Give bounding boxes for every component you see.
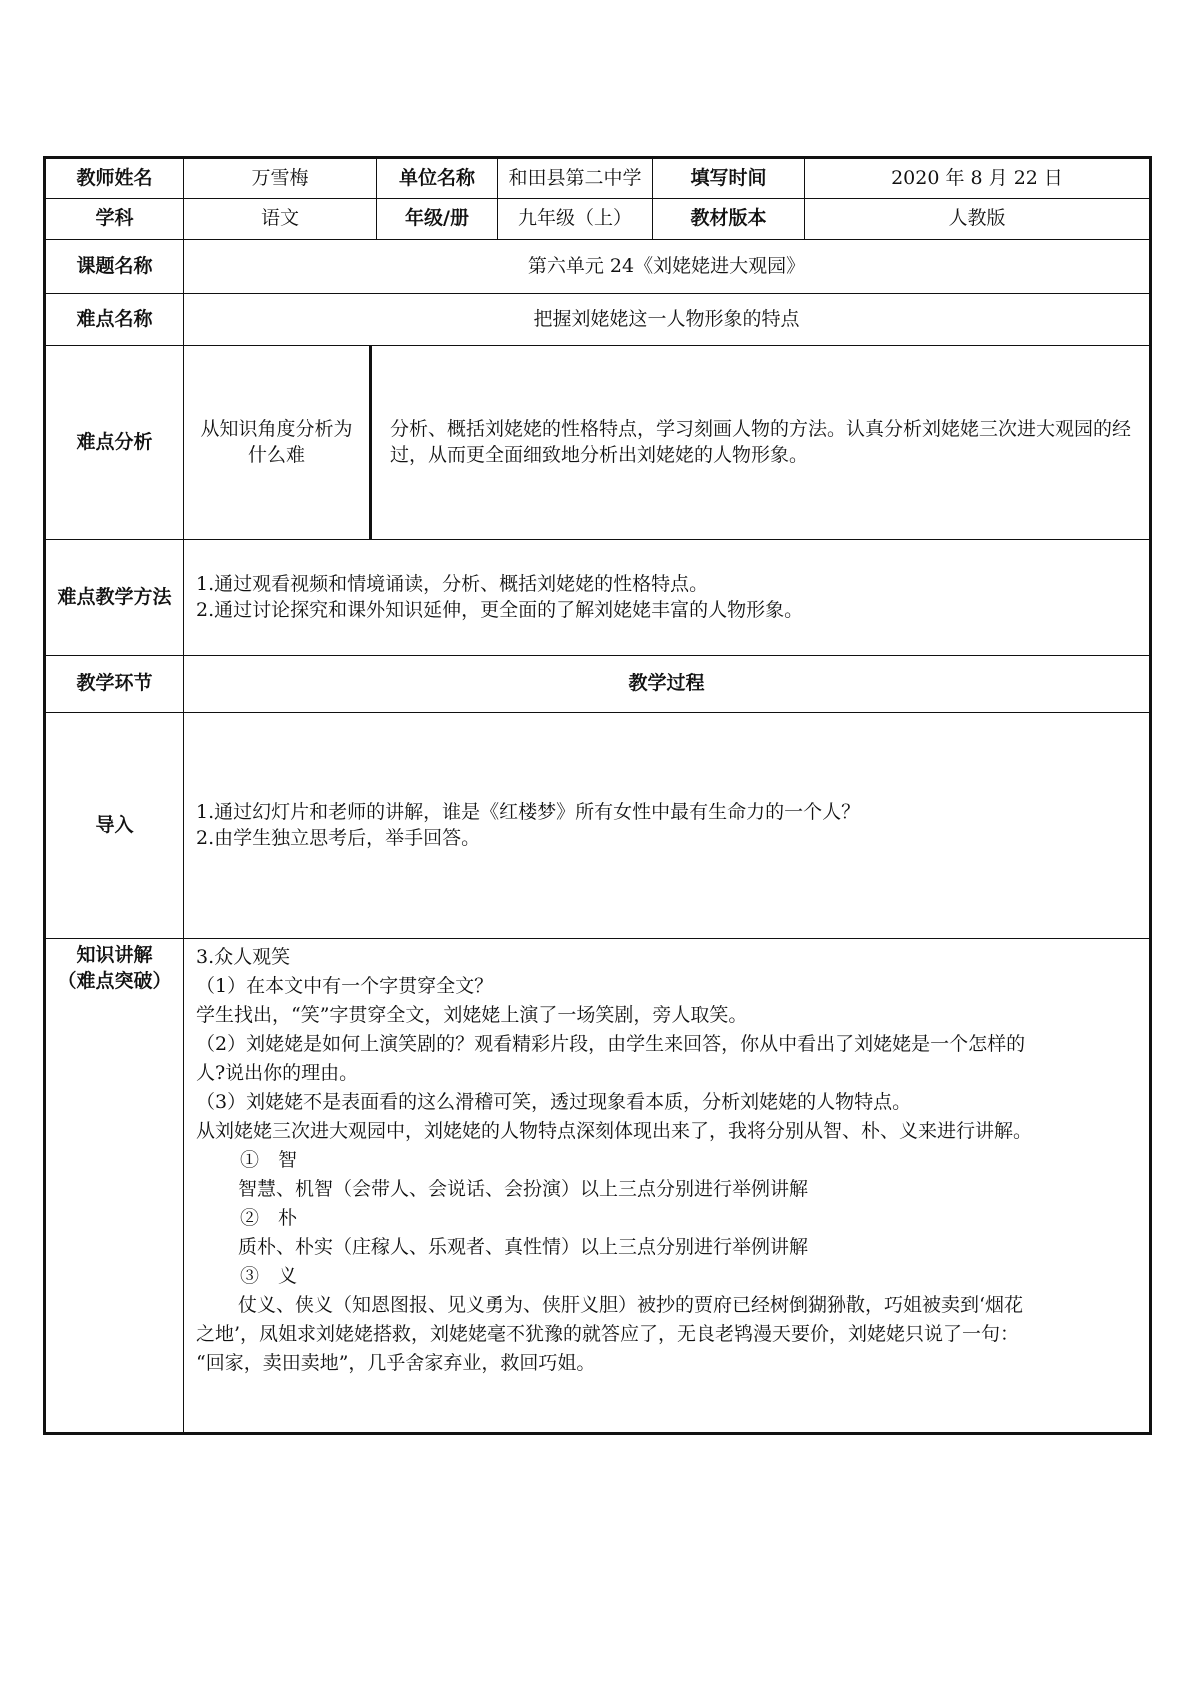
- topic-row: [45, 240, 1151, 294]
- knowledge-line: （3）刘姥姥不是表面看的这么滑稽可笑，透过现象看本质，分析刘姥姥的人物特点。: [196, 1091, 912, 1113]
- method-text: [184, 540, 1151, 656]
- method-row: [45, 540, 1151, 656]
- intro-line-1: 1.通过幻灯片和老师的讲解，谁是《红楼梦》所有女性中最有生命力的一个人？: [196, 800, 861, 823]
- unit-label: 单位名称: [377, 158, 498, 199]
- analysis-row: [45, 346, 1151, 540]
- unit-value: 和田县第二中学: [498, 158, 653, 199]
- point-detail-simplicity: 质朴、朴实（庄稼人、乐观者、真性情）以上三点分别进行举例讲解: [238, 1236, 809, 1258]
- knowledge-line: （1）在本文中有一个字贯穿全文？: [196, 975, 494, 997]
- difficulty-value: 把握刘姥姥这一人物形象的特点: [184, 294, 1151, 346]
- knowledge-label: [45, 939, 184, 1434]
- final-line: “回家，卖田卖地”，几乎舍家弃业，救回巧姐。: [196, 1352, 596, 1374]
- method-line-2: 2.通过讨论探究和课外知识延伸，更全面的了解刘姥姥丰富的人物形象。: [196, 598, 804, 621]
- lesson-plan-table: [43, 156, 1152, 1435]
- difficulty-label: 难点名称: [45, 294, 184, 346]
- final-line: 之地’，凤姐求刘姥姥搭救，刘姥姥毫不犹豫的就答应了，无良老鸨漫天要价，刘姥姥只说了一句：: [196, 1323, 1020, 1345]
- knowledge-line: 学生找出，“笑”字贯穿全文，刘姥姥上演了一场笑剧，旁人取笑。: [196, 1004, 748, 1026]
- grade-label: 年级/册: [377, 199, 498, 240]
- knowledge-row: [45, 939, 1151, 1434]
- knowledge-line: 人?说出你的理由。: [196, 1062, 359, 1084]
- analysis-text: 分析、概括刘姥姥的性格特点，学习刻画人物的方法。认真分析刘姥姥三次进大观园的经过，从而更全面细致地分析出刘姥姥的人物形象。: [371, 346, 1151, 540]
- teacher-value: 万雪梅: [184, 158, 377, 199]
- intro-label: 导入: [45, 713, 184, 939]
- teacher-label: 教师姓名: [45, 158, 184, 199]
- point-title-simplicity: ② 朴: [240, 1207, 298, 1229]
- knowledge-text: [184, 939, 1151, 1434]
- process-header-row: [45, 656, 1151, 713]
- header-row-1: [45, 158, 1151, 199]
- knowledge-label-line-2: （难点突破）: [57, 969, 172, 992]
- knowledge-line: 从刘姥姥三次进大观园中，刘姥姥的人物特点深刻体现出来了，我将分别从智、朴、义来进行讲解。: [196, 1120, 1033, 1142]
- topic-label: 课题名称: [45, 240, 184, 294]
- edition-label: 教材版本: [653, 199, 805, 240]
- analysis-sub-label: 从知识角度分析为什么难: [184, 346, 371, 540]
- method-label: 难点教学方法: [45, 540, 184, 656]
- difficulty-row: [45, 294, 1151, 346]
- process-label: 教学过程: [184, 656, 1151, 713]
- method-line-1: 1.通过观看视频和情境诵读，分析、概括刘姥姥的性格特点。: [196, 572, 709, 595]
- grade-value: 九年级（上）: [498, 199, 653, 240]
- lesson-plan-sheet: [43, 156, 1149, 1435]
- subject-value: 语文: [184, 199, 377, 240]
- knowledge-label-line-1: 知识讲解: [76, 944, 153, 966]
- point-title-righteousness: ③ 义: [240, 1265, 298, 1287]
- date-value: 2020 年 8 月 22 日: [805, 158, 1151, 199]
- intro-line-2: 2.由学生独立思考后，举手回答。: [196, 826, 481, 849]
- analysis-label: 难点分析: [45, 346, 184, 540]
- intro-row: [45, 713, 1151, 939]
- point-detail-wisdom: 智慧、机智（会带人、会说话、会扮演）以上三点分别进行举例讲解: [238, 1178, 809, 1200]
- intro-text: [184, 713, 1151, 939]
- process-stage-label: 教学环节: [45, 656, 184, 713]
- date-label: 填写时间: [653, 158, 805, 199]
- point-title-wisdom: ① 智: [240, 1149, 298, 1171]
- header-row-2: [45, 199, 1151, 240]
- edition-value: 人教版: [805, 199, 1151, 240]
- subject-label: 学科: [45, 199, 184, 240]
- knowledge-line: 3.众人观笑: [196, 946, 291, 968]
- topic-value: 第六单元 24《刘姥姥进大观园》: [184, 240, 1151, 294]
- knowledge-line: （2）刘姥姥是如何上演笑剧的？观看精彩片段，由学生来回答，你从中看出了刘姥姥是一个怎样的: [196, 1033, 1026, 1055]
- final-line: 仗义、侠义（知恩图报、见义勇为、侠肝义胆）被抄的贾府已经树倒猢狲散，巧姐被卖到‘烟花: [238, 1294, 1024, 1316]
